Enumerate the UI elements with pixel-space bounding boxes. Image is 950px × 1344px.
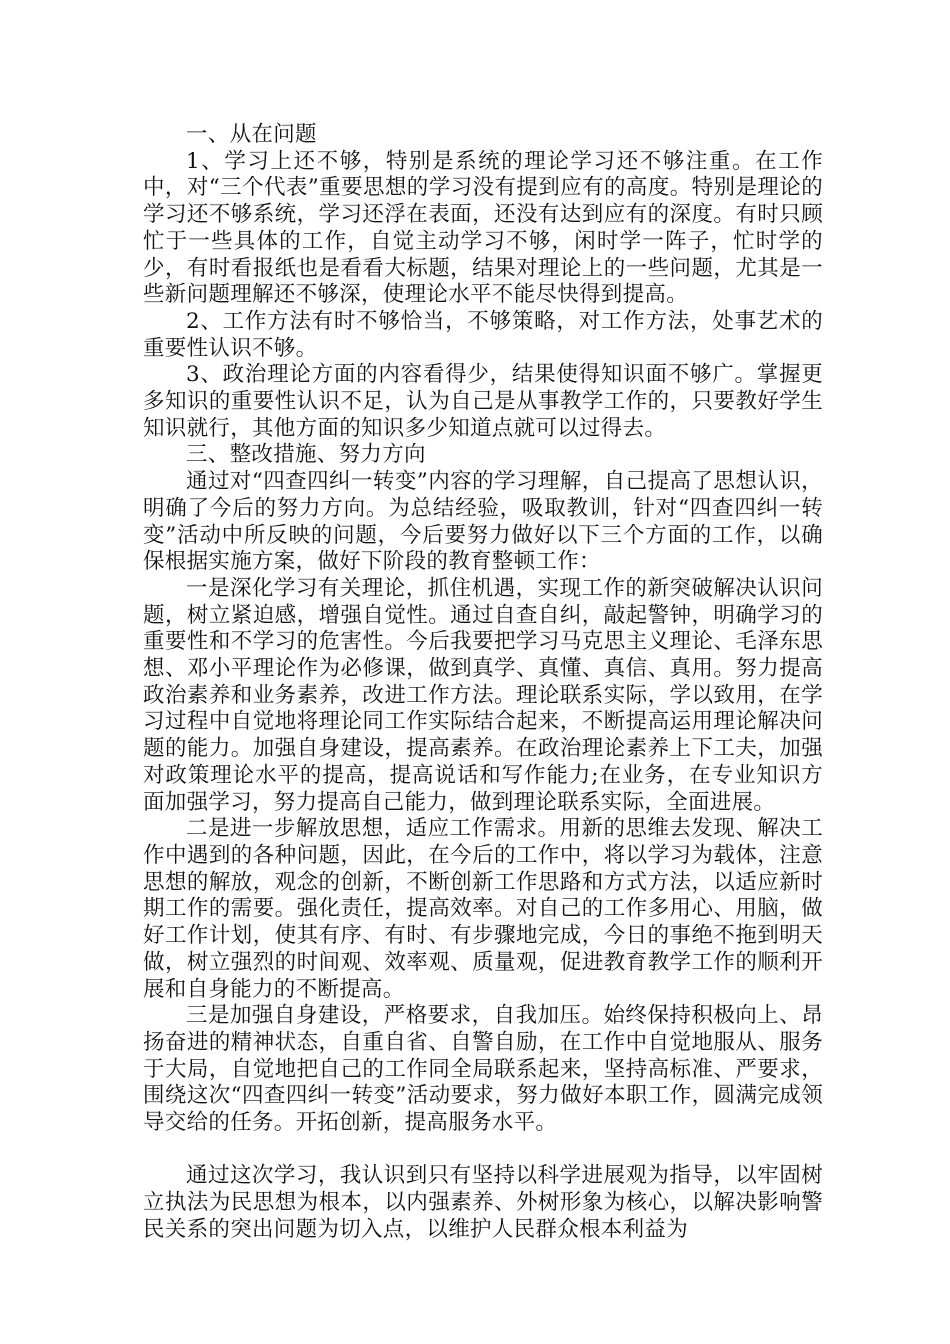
section-heading-problems: 一、从在问题 <box>186 122 317 147</box>
paragraph-measure-2: 二是进一步解放思想，适应工作需求。用新的思维去发现、解决工作中遇到的各种问题，因此，在今后的工作中，将以学习为载体，注意思想的解放，观念的创新，不断创新工作思路和方式方法，以适应新时期工作的需要。强化责任，提高效率。对自己的工作多用心、用脑，做好工作计划，使其有序、有时、有步骤地完成，今日的事绝不拖到明天做，树立强烈的时间观、效率观、质量观，促进教育教学工作的顺利开展和自身能力的不断提高。 <box>143 816 823 1002</box>
paragraph-problem-3: 3、政治理论方面的内容看得少，结果使得知识面不够广。掌握更多知识的重要性认识不足，认为自己是从事教学工作的，只要教好学生知识就行，其他方面的知识多少知道点就可以过得去。 <box>143 362 823 441</box>
paragraph-problem-2: 2、工作方法有时不够恰当，不够策略，对工作方法，处事艺术的重要性认识不够。 <box>143 308 823 361</box>
paragraph-measure-1: 一是深化学习有关理论，抓住机遇，实现工作的新突破解决认识问题，树立紧迫感，增强自觉性。通过自查自纠，敲起警钟，明确学习的重要性和不学习的危害性。今后我要把学习马克思主义理论、毛泽东思想、邓小平理论作为必修课，做到真学、真懂、真信、真用。努力提高政治素养和业务素养，改进工作方法。理论联系实际，学以致用，在学习过程中自觉地将理论同工作实际结合起来，不断提高运用理论解决问题的能力。加强自身建设，提高素养。在政治理论素养上下工夫，加强对政策理论水平的提高，提高说话和写作能力;在业务，在专业知识方面加强学习，努力提高自己能力，做到理论联系实际，全面进展。 <box>143 575 823 815</box>
section-heading-measures: 三、整改措施、努力方向 <box>186 442 426 468</box>
paragraph-problem-1: 1、学习上还不够，特别是系统的理论学习还不够注重。在工作中，对“三个代表”重要思想的学习没有提到应有的高度。特别是理论的学习还不够系统，学习还浮在表面，还没有达到应有的深度。有时只顾忙于一些具体的工作，自觉主动学习不够，闲时学一阵子，忙时学的少，有时看报纸也是看看大标题，结果对理论上的一些问题，尤其是一些新问题理解还不够深，使理论水平不能尽快得到提高。 <box>143 148 823 308</box>
paragraph-measure-3: 三是加强自身建设，严格要求，自我加压。始终保持积极向上、昂扬奋进的精神状态，自重自省、自警自励，在工作中自觉地服从、服务于大局，自觉地把自己的工作同全局联系起来，坚持高标准、严要求，围绕这次“四查四纠一转变”活动要求，努力做好本职工作，圆满完成领导交给的任务。开拓创新，提高服务水平。 <box>143 1003 823 1136</box>
paragraph-conclusion: 通过这次学习，我认识到只有坚持以科学进展观为指导，以牢固树立执法为民思想为根本，以内强素养、外树形象为核心，以解决影响警民关系的突出问题为切入点，以维护人民群众根本利益为 <box>143 1163 823 1242</box>
document-body <box>143 122 823 1244</box>
paragraph-measures-intro: 通过对“四查四纠一转变”内容的学习理解，自己提高了思想认识，明确了今后的努力方向。为总结经验，吸取教训，针对“四查四纠一转变”活动中所反映的问题，今后要努力做好以下三个方面的工作，以确保根据实施方案，做好下阶段的教育整顿工作： <box>143 469 823 575</box>
